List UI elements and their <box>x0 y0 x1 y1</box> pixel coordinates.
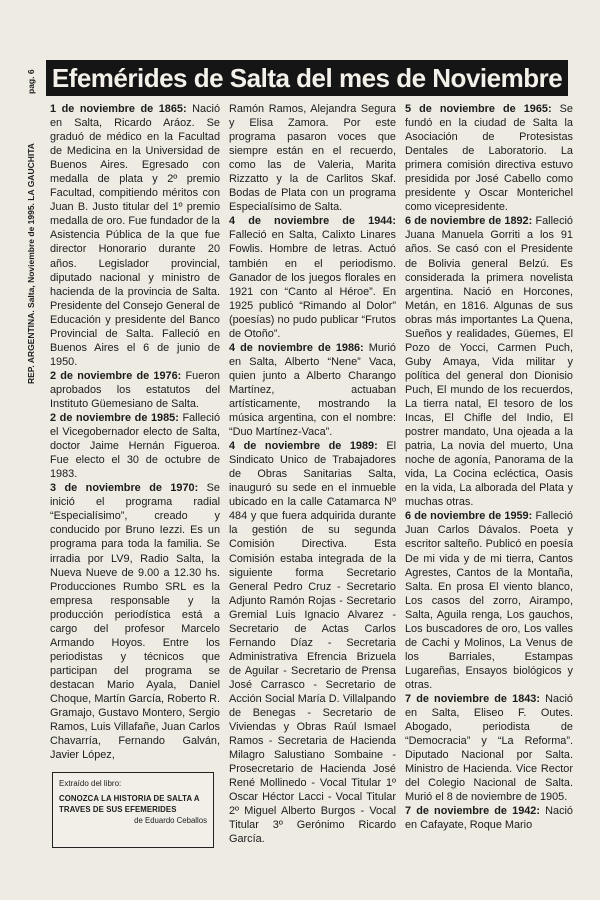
side-strip-text <box>22 84 40 384</box>
entry-text: Fueron aprobados los estatutos del Instituto Güemesiano de Salta. <box>50 369 220 410</box>
column-3 <box>405 102 573 832</box>
ephemeris-entry <box>50 369 220 411</box>
ephemeris-entry <box>405 804 573 832</box>
entry-date: 7 de noviembre de 1843: <box>405 692 540 705</box>
ephemeris-entry <box>405 214 573 509</box>
ephemeris-entry <box>405 102 573 214</box>
entry-text: Falleció en Salta, Calixto Linares Fowlis. Hombre de letras. Actuó también en el periodismo. Ganador de los juegos florales en 1921 con “Canto al Héroe”. En 1925 publicó “Rimando al Dolor” (poesías) no pudo publicar “Frutos de Otoño”. <box>229 229 396 340</box>
entry-date: 1 de noviembre de 1865: <box>50 103 187 115</box>
entry-text: Falleció el Vicegobernador electo de Salta, doctor Jaime Hernán Figueroa. Fue electo el 30 de octubre de 1983. <box>50 412 220 481</box>
page-number-label: pag. 6 <box>26 69 36 94</box>
ephemeris-entry <box>229 102 396 214</box>
entry-date: 5 de noviembre de 1965: <box>405 103 552 115</box>
ephemeris-entry <box>50 481 220 762</box>
extract-book-title: CONOZCA LA HISTORIA DE SALTA A TRAVES DE SUS EFEMERIDES <box>59 794 200 814</box>
entry-date: 4 de noviembre de 1989: <box>229 440 378 453</box>
ephemeris-entry <box>229 439 396 846</box>
ephemeris-entry <box>229 341 396 439</box>
entry-date: 6 de noviembre de 1892: <box>405 215 533 228</box>
ephemeris-entry <box>50 411 220 481</box>
ephemeris-entry <box>50 102 220 369</box>
entry-date: 2 de noviembre de 1976: <box>50 369 182 382</box>
column-1 <box>50 102 220 762</box>
entry-text: El Sindicato Unico de Trabajadores de Obras Sanitarias Salta, inauguró su sede en el inmueble ubicado en la calle Catamarca Nº 484 y que fuera adquirida durante la gestión de su segunda Comisión Directiva. Esta Comisión estaba integrada de la siguiente forma Secretario General Pedro Cruz - Secretario Adjunto Ramón Rojas - Secretario Gremial Luis Ignacio Alvarez - Secretario de Actas Carlos Fernando Díaz - Secretaria Administrativa Efrencia Brizuela de Aguilar - Secretario de Prensa José Carrasco - Secretario de Acción Social María D. Villalpando de Benegas - Secretario de Viviendas y Obras Raúl Ismael Ramos - Secretaria de Hacienda Milagro Salustiano Sombaine - Prosecretario de Hacienda José René Mollinedo - Vocal Titular 1º Oscar Héctor Lacci - Vocal Titular 2º Miguel Alberto Burgos - Vocal Titular 3º Gerónimo Ricardo García. <box>229 440 396 846</box>
article-title-bar <box>46 60 568 96</box>
entry-text: Se fundó en la ciudad de Salta la Asociación de Protesistas Dentales de Laboratorio. La primera comisión directiva estuvo presidida por José Cabello como presidente y Oscar Monterichel como vicepresidente. <box>405 103 573 214</box>
book-extract-box <box>52 772 214 848</box>
entry-text: Falleció Juan Carlos Dávalos. Poeta y escritor salteño. Publicó en poesía De mi vida y de mi tierra, Cantos Agrestes, Cantos de la Montaña, Salta. En prosa El viento blanco, Los casos del zorro, Airampo, Salta, Aguila renga, Los gauchos, Los buscadores de oro, Los valles de Cachi y Molinos, La Venus de los Barriales, Estampas Lugareñas, Ensayos biológicos y otras. <box>405 510 573 691</box>
entry-date: 2 de noviembre de 1985: <box>50 412 179 425</box>
extract-author: de Eduardo Ceballos <box>134 816 207 825</box>
entry-date: 4 de noviembre de 1986: <box>229 341 364 354</box>
entry-date: 3 de noviembre de 1970: <box>50 482 199 495</box>
extract-label: Extraído del libro: <box>59 779 122 788</box>
entry-text: Nació en Salta, Ricardo Aráoz. Se graduó de médico en la Facultad de Medicina en la Universidad de Buenos Aires. Egresado con medalla de plata y 2º premio Facultad, compitiendo méritos con Juan B. Justo titular del 1º premio medalla de oro. Fue fundador de la Asistencia Pública de la que fue director Honorario durante 20 años. Legislador provincial, diputado nacional y ministro de hacienda de la provincia de Salta. Presidente del Consejo General de Educación y presidente del Banco Provincial de Salta. Falleció en Buenos Aires el 6 de junio de 1950. <box>50 103 221 368</box>
side-text: REP. ARGENTINA. Salta, Noviembre de 1995. <box>26 203 36 384</box>
ephemeris-entry <box>405 692 573 804</box>
entry-text: Ramón Ramos, Alejandra Segura y Elisa Zamora. Por este programa pasaron voces que siempre están en el recuerdo, como las de Valeria, Marita Rizzatto y la de Carlitos Skaf. Bodas de Plata con un programa Especialísimo de Salta. <box>229 103 396 214</box>
entry-date: 4 de noviembre de 1944: <box>229 215 396 228</box>
entry-text: Se inició el programa radial “Especialísimo”, creado y conducido por Bruno Iezzi. Es un programa para toda la familia. Se irradia por LV9, Radio Salta, la Nueva Nueve de 9.00 a 12.30 hs. Producciones Rumbo SRL es la empresa responsable y la producción periodística está a cargo del profesor Marcelo Armando Hoyos. Entre los periodistas y técnicos que participan del programa se destacan Mario Ayala, Daniel Choque, Martín García, Roberto R. Gramajo, Gustavo Montero, Sergio Ramos, Luis Villafañe, Juan Carlos Chavarría, Fernando Galván, Javier López, <box>50 482 220 762</box>
entry-text: Nació en Salta, Eliseo F. Outes. Abogado, periodista de “Democracia” y “La Reforma”. Diputado Nacional por Salta. Ministro de Hacienda. Vice Rector del Colegio Nacional de Salta. Murió el 8 de noviembre de 1905. <box>405 692 573 804</box>
entry-text: Falleció Juana Manuela Gorriti a los 91 años. Se casó con el Presidente de Bolivia general Belzú. Es considerada la primera novelista argentina. Nació en Horcones, Metán, en 1816. Algunas de sus obras más importantes La Quena, Sueños y realidades, Güemes, El Pozo de Yocci, Carmen Puch, Guby Amaya, Vida militar y política del general don Dionisio Puch, El mundo de los recuerdos, La tierra natal, El tesoro de los Incas, El Chifle del Indio, El postrer mandato, Una ojeada a la patria, La novia del muerto, Una noche de agonía, Panorama de la vida, La Cocina ecléctica, Oasis en la vida, La alborada del Plata y muchas otras. <box>405 215 573 509</box>
entry-date: 6 de noviembre de 1959: <box>405 510 533 523</box>
article-title: Efemérides de Salta del mes de Noviembre <box>51 62 563 93</box>
publication-name: LA GAUCHITA <box>26 143 36 201</box>
ephemeris-entry <box>405 509 573 692</box>
entry-text: Nació en Cafayate, Roque Mario <box>405 805 573 832</box>
ephemeris-entry <box>229 214 396 340</box>
publication-side-strip <box>22 84 40 384</box>
entry-text: Murió en Salta, Alberto “Nene” Vaca, quien junto a Alberto Charango Martínez, actuaban artísticamente, mostrando la música argentina, con el nombre: “Duo Martínez-Vaca”. <box>229 341 396 439</box>
column-2 <box>229 102 396 846</box>
entry-date: 7 de noviembre de 1942: <box>405 805 540 818</box>
